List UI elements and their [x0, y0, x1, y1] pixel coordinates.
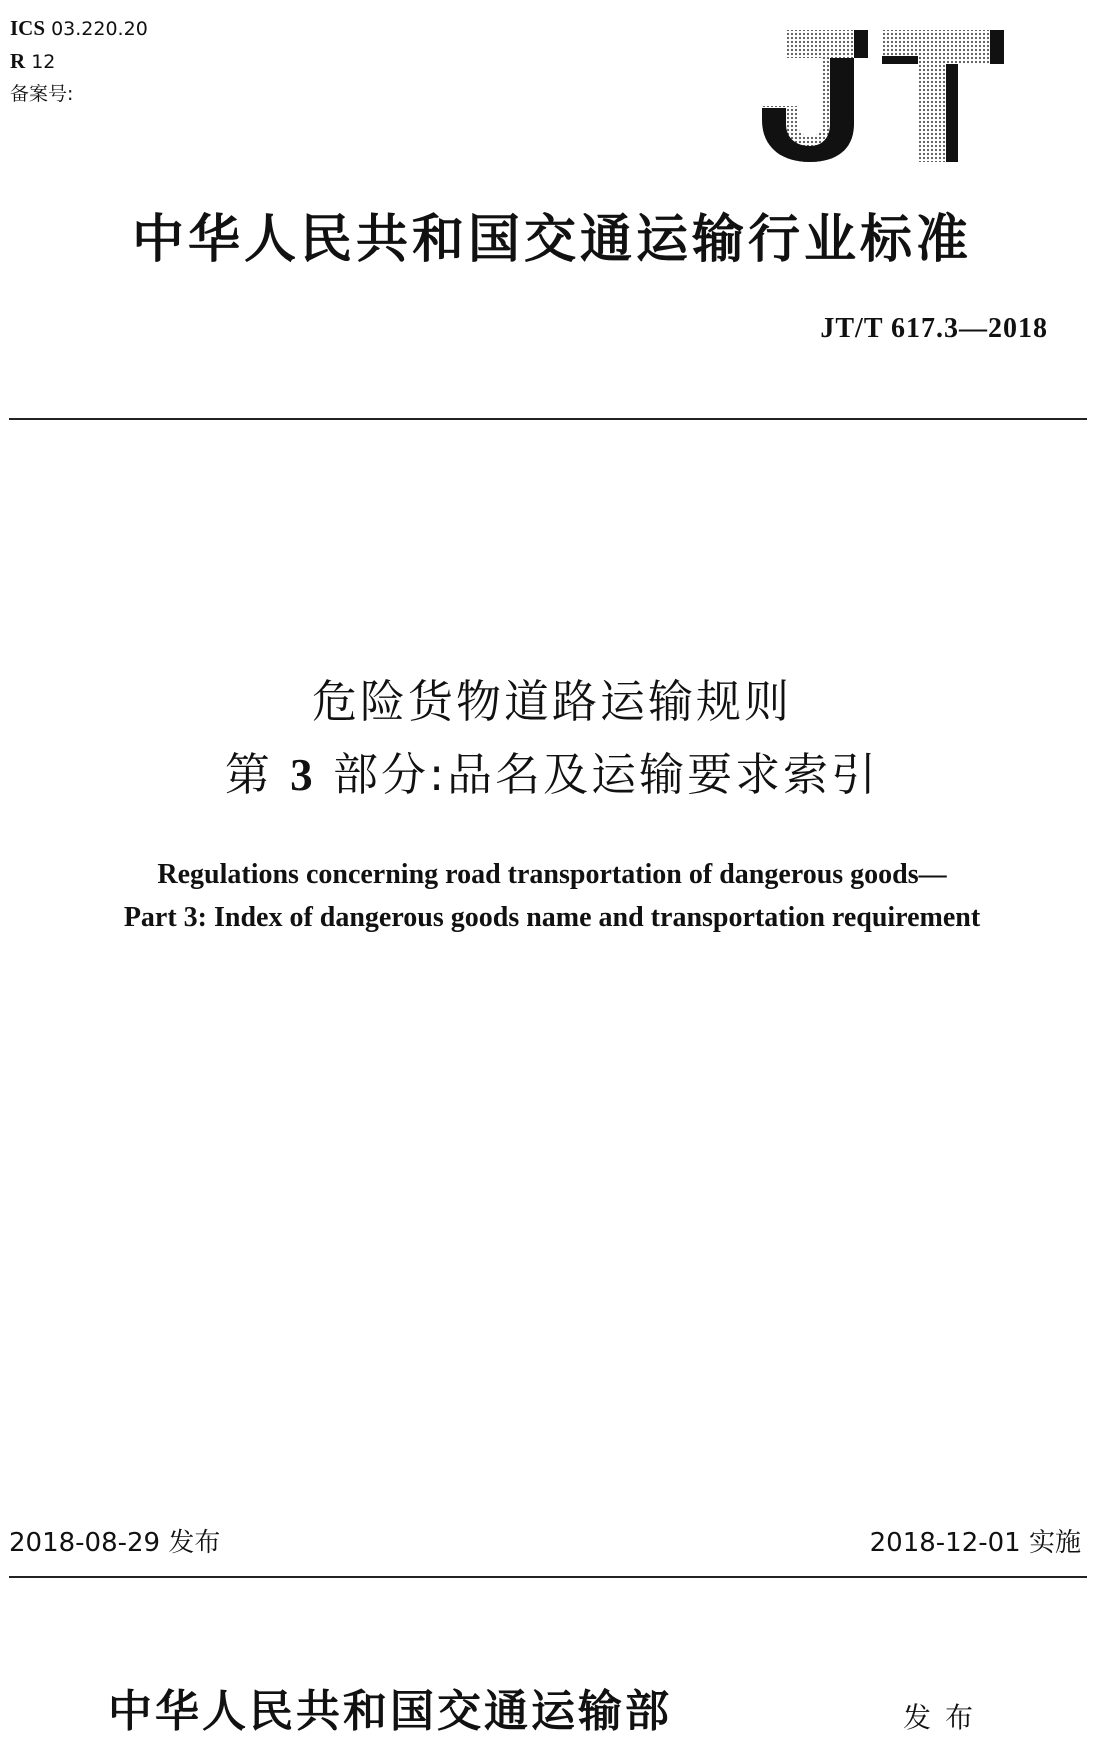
classification-codes: [10, 12, 148, 111]
ccs-code: [10, 45, 148, 78]
jt-logo: [758, 28, 1008, 164]
ics-label: ICS: [10, 16, 46, 40]
issue-date: 2018-08-29 发布: [9, 1528, 221, 1558]
issuing-authority: 中华人民共和国交通运输部: [108, 1686, 672, 1737]
ics-value: 03.220.20: [51, 18, 148, 40]
ics-code: [10, 12, 148, 45]
part-prefix: 第: [224, 748, 273, 801]
implementation-date: 2018-12-01 实施: [869, 1528, 1081, 1558]
logo-letter-t: [882, 30, 1004, 162]
logo-letter-j: [762, 30, 868, 162]
ccs-value: 12: [31, 51, 56, 73]
industry-standard-title: 中华人民共和国交通运输行业标准: [131, 209, 972, 270]
part-number: 3: [290, 750, 316, 800]
footer-divider: [9, 1576, 1087, 1578]
chinese-title-line-2: [0, 745, 1104, 805]
chinese-title-line-1: 危险货物道路运输规则: [311, 675, 792, 728]
part-title: 部分:品名及运输要求索引: [332, 748, 880, 801]
english-title-line-2: Part 3: Index of dangerous goods name and transportation requirement: [123, 902, 981, 933]
ccs-label: R: [10, 49, 26, 73]
filing-number: 备案号:: [10, 83, 74, 105]
english-title-line-1: Regulations concerning road transportation of dangerous goods—: [157, 859, 947, 890]
header-divider: [9, 418, 1087, 420]
standard-number: JT/T 617.3—2018: [820, 313, 1048, 344]
publish-label: 发布: [903, 1701, 988, 1734]
